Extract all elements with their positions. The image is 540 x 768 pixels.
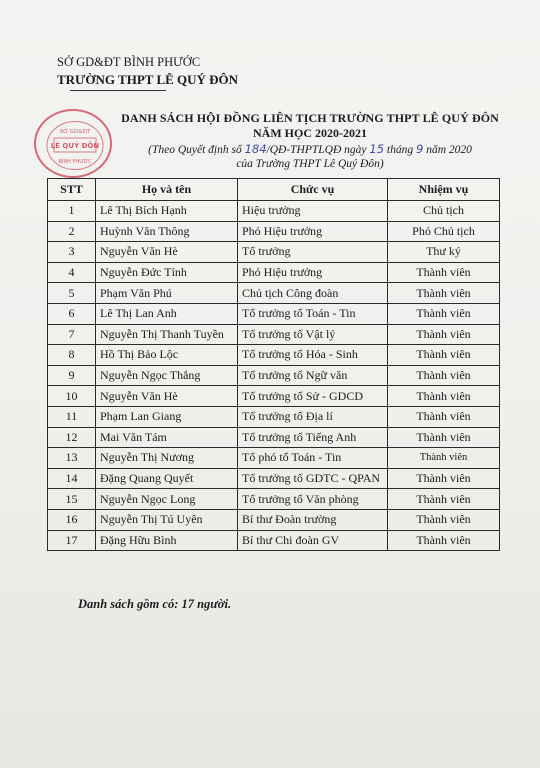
decision-mid-text: /QĐ-THPTLQĐ ngày	[266, 144, 370, 156]
handwritten-decision-number: 184	[244, 142, 267, 156]
svg-text:SỞ GD&ĐT: SỞ GD&ĐT	[59, 129, 91, 135]
cell-position: Tổ trưởng tổ Văn phòng	[238, 489, 388, 510]
table-row	[48, 324, 500, 345]
handwritten-day: 15	[369, 142, 385, 156]
cell-name: Nguyễn Đức Tính	[96, 262, 238, 283]
cell-name: Nguyễn Thị Nương	[96, 448, 238, 469]
decision-line-1	[120, 142, 500, 157]
header-name: Họ và tên	[96, 179, 238, 201]
cell-position: Tổ trưởng	[238, 242, 388, 263]
header-task: Nhiệm vụ	[388, 179, 500, 201]
header-stt: STT	[48, 179, 96, 201]
cell-name: Lê Thị Lan Anh	[96, 303, 238, 324]
cell-task: Chủ tịch	[388, 201, 500, 222]
cell-task: Thành viên	[388, 283, 500, 304]
table-row	[48, 489, 500, 510]
cell-stt: 4	[48, 262, 96, 283]
cell-name: Huỳnh Văn Thông	[96, 221, 238, 242]
decision-month-label: tháng	[384, 144, 416, 156]
cell-stt: 17	[48, 530, 96, 551]
cell-position: Tổ trưởng tổ Vật lý	[238, 324, 388, 345]
cell-stt: 7	[48, 324, 96, 345]
table-row	[48, 448, 500, 469]
decision-line-2: của Trường THPT Lê Quý Đôn)	[236, 158, 384, 170]
cell-name: Mai Văn Tám	[96, 427, 238, 448]
cell-task: Thành viên	[388, 530, 500, 551]
council-member-table	[47, 178, 500, 551]
school-name: TRƯỜNG THPT LÊ QUÝ ĐÔN	[57, 72, 239, 87]
decision-reference	[120, 142, 500, 171]
cell-position: Tổ trưởng tổ Toán - Tin	[238, 303, 388, 324]
cell-stt: 10	[48, 386, 96, 407]
table-row	[48, 509, 500, 530]
title-line-1: DANH SÁCH HỘI ĐỒNG LIÊN TỊCH TRƯỜNG THPT LÊ QUÝ ĐÔN	[121, 111, 499, 125]
table-row	[48, 386, 500, 407]
table-row	[48, 283, 500, 304]
cell-name: Đặng Quang Quyết	[96, 468, 238, 489]
table-row	[48, 262, 500, 283]
cell-task: Thành viên	[388, 262, 500, 283]
cell-stt: 12	[48, 427, 96, 448]
cell-task: Thư ký	[388, 242, 500, 263]
table-row	[48, 345, 500, 366]
table-row	[48, 427, 500, 448]
decision-prefix: (Theo Quyết định số	[148, 144, 245, 156]
cell-task: Thành viên	[388, 448, 500, 469]
document-header	[57, 55, 238, 88]
cell-position: Hiệu trưởng	[238, 201, 388, 222]
cell-name: Lê Thị Bích Hạnh	[96, 201, 238, 222]
table-row	[48, 303, 500, 324]
table-row	[48, 406, 500, 427]
cell-position: Bí thư Chi đoàn GV	[238, 530, 388, 551]
table-row	[48, 221, 500, 242]
decision-year: năm 2020	[423, 144, 472, 156]
cell-position: Tổ trưởng tổ GDTC - QPAN	[238, 468, 388, 489]
department-name: SỞ GD&ĐT BÌNH PHƯỚC	[57, 55, 201, 69]
cell-task: Thành viên	[388, 427, 500, 448]
cell-stt: 9	[48, 365, 96, 386]
table-row	[48, 201, 500, 222]
member-count-summary: Danh sách gồm có: 17 người.	[78, 597, 232, 611]
cell-task: Thành viên	[388, 406, 500, 427]
cell-position: Tổ trưởng tổ Sử - GDCD	[238, 386, 388, 407]
cell-task: Thành viên	[388, 324, 500, 345]
cell-stt: 3	[48, 242, 96, 263]
cell-stt: 16	[48, 509, 96, 530]
cell-position: Phó Hiệu trưởng	[238, 262, 388, 283]
cell-name: Hồ Thị Bảo Lộc	[96, 345, 238, 366]
svg-text:BÌNH PHƯỚC: BÌNH PHƯỚC	[58, 159, 92, 165]
cell-stt: 13	[48, 448, 96, 469]
cell-name: Nguyễn Văn Hè	[96, 386, 238, 407]
cell-position: Tổ phó tổ Toán - Tin	[238, 448, 388, 469]
table-header-row	[48, 179, 500, 201]
cell-stt: 6	[48, 303, 96, 324]
cell-position: Tổ trưởng tổ Địa lí	[238, 406, 388, 427]
cell-name: Nguyễn Ngọc Long	[96, 489, 238, 510]
cell-task: Thành viên	[388, 303, 500, 324]
header-underline	[70, 90, 166, 91]
cell-name: Nguyễn Thị Tú Uyên	[96, 509, 238, 530]
cell-name: Đặng Hữu Bình	[96, 530, 238, 551]
cell-stt: 14	[48, 468, 96, 489]
cell-stt: 1	[48, 201, 96, 222]
cell-stt: 8	[48, 345, 96, 366]
title-line-2: NĂM HỌC 2020-2021	[253, 126, 367, 140]
cell-position: Tổ trưởng tổ Tiếng Anh	[238, 427, 388, 448]
cell-name: Phạm Văn Phú	[96, 283, 238, 304]
cell-task: Phó Chủ tịch	[388, 221, 500, 242]
cell-name: Nguyễn Ngọc Thắng	[96, 365, 238, 386]
cell-stt: 2	[48, 221, 96, 242]
cell-stt: 11	[48, 406, 96, 427]
table-row	[48, 365, 500, 386]
cell-task: Thành viên	[388, 489, 500, 510]
table-row	[48, 530, 500, 551]
cell-name: Nguyễn Văn Hè	[96, 242, 238, 263]
cell-task: Thành viên	[388, 365, 500, 386]
header-position: Chức vụ	[238, 179, 388, 201]
cell-position: Tổ trưởng tổ Ngữ văn	[238, 365, 388, 386]
cell-task: Thành viên	[388, 386, 500, 407]
cell-task: Thành viên	[388, 468, 500, 489]
cell-position: Bí thư Đoàn trường	[238, 509, 388, 530]
table-row	[48, 468, 500, 489]
cell-stt: 15	[48, 489, 96, 510]
cell-name: Phạm Lan Giang	[96, 406, 238, 427]
cell-name: Nguyễn Thị Thanh Tuyền	[96, 324, 238, 345]
document-title	[100, 111, 520, 140]
cell-task: Thành viên	[388, 345, 500, 366]
cell-position: Phó Hiệu trưởng	[238, 221, 388, 242]
cell-task: Thành viên	[388, 509, 500, 530]
cell-position: Tổ trưởng tổ Hóa - Sinh	[238, 345, 388, 366]
cell-stt: 5	[48, 283, 96, 304]
table-row	[48, 242, 500, 263]
cell-position: Chủ tịch Công đoàn	[238, 283, 388, 304]
svg-text:LÊ QUÝ ĐÔN: LÊ QUÝ ĐÔN	[50, 142, 100, 150]
handwritten-month: 9	[416, 142, 424, 156]
